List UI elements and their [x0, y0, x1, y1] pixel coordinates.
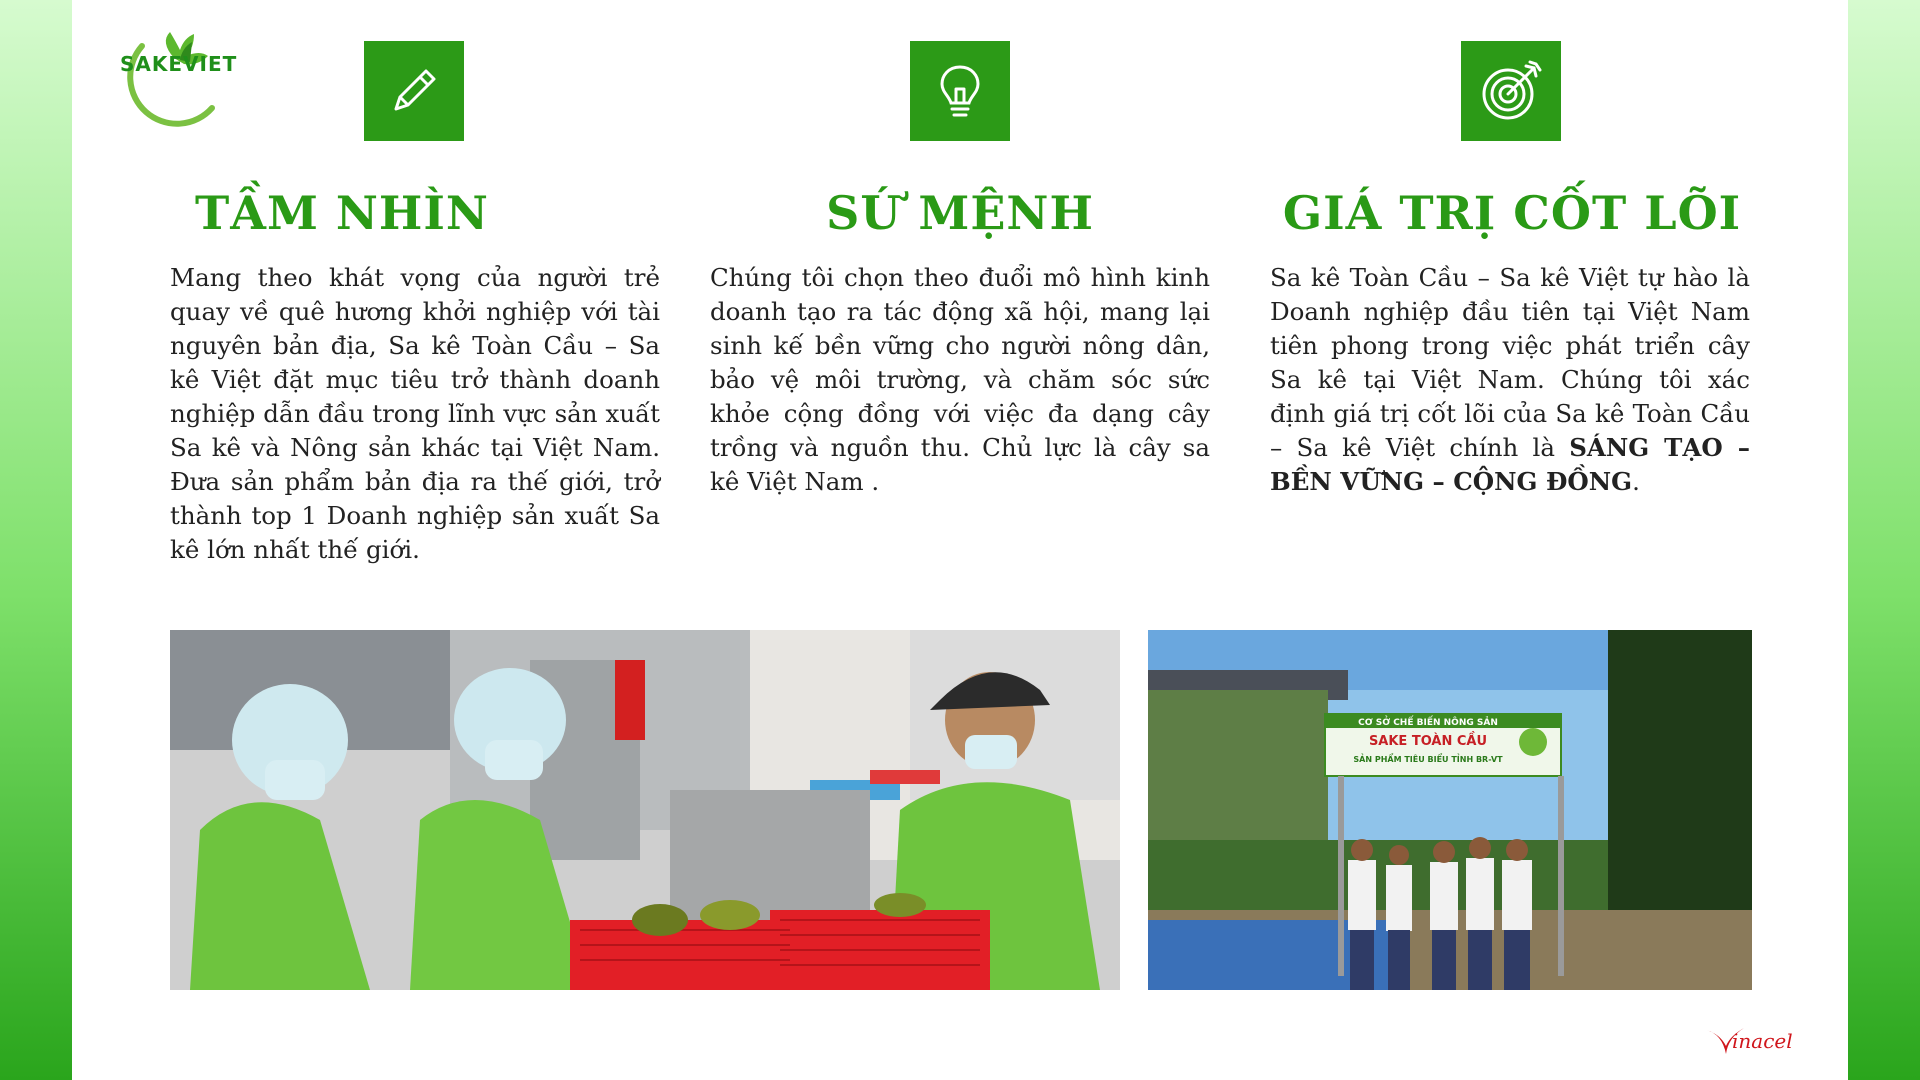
right-green-border	[1848, 0, 1920, 1080]
target-icon	[1478, 58, 1544, 124]
logo-text: SAKEVIET	[120, 52, 238, 76]
pencil-icon	[386, 63, 442, 119]
sign-line1: CƠ SỞ CHẾ BIẾN NÔNG SẢN	[1358, 718, 1498, 728]
sakeviet-leaf-logo	[102, 28, 252, 128]
core-values-heading: GIÁ TRỊ CỐT LÕI	[1282, 186, 1742, 240]
vision-text: Mang theo khát vọng của người trẻ quay về quê hương khởi nghiệp với tài nguyên bản địa, Sa kê Toàn Cầu – Sa kê Việt đặt mục tiêu trở thành doanh nghiệp dẫn đầu trong lĩnh vực sản xuất Sa kê và Nông sản khác tại Việt Nam. Đưa sản phẩm bản địa ra thế giới, trở thành top 1 Doanh nghiệp sản xuất Sa kê lớn nhất thế giới.	[170, 263, 660, 564]
left-green-border	[0, 0, 72, 1080]
vinacel-text: inacel	[1732, 1029, 1793, 1053]
values-icon-box	[1461, 41, 1561, 141]
workers-processing-photo	[170, 630, 1120, 990]
core-values-highlight: SÁNG TẠO – BỀN VỮNG – CỘNG ĐỒNG	[1270, 433, 1750, 496]
mission-icon-box	[910, 41, 1010, 141]
farm-sign-group-photo	[1148, 630, 1752, 990]
core-values-text: Sa kê Toàn Cầu – Sa kê Việt tự hào là Doanh nghiệp đầu tiên tại Việt Nam tiên phong trong việc phát triển cây Sa kê tại Việt Nam. Chúng tôi xác định giá trị cốt lõi của Sa kê Toàn Cầu – Sa kê Việt chính là SÁNG TẠO – BỀN VỮNG – CỘNG ĐỒNG.	[1270, 263, 1750, 496]
vinacel-logo	[1704, 1024, 1814, 1060]
lightbulb-icon	[932, 61, 988, 121]
vision-icon-box	[364, 41, 464, 141]
mission-heading: SỨ MỆNH	[826, 186, 1094, 240]
mission-text: Chúng tôi chọn theo đuổi mô hình kinh doanh tạo ra tác động xã hội, mang lại sinh kế bền vững cho người nông dân, bảo vệ môi trường, và chăm sóc sức khỏe cộng đồng với việc đa dạng cây trồng và nguồn thu. Chủ lực là cây sa kê Việt Nam .	[710, 263, 1210, 496]
vision-heading: TẦM NHÌN	[195, 186, 489, 240]
sign-line2: SAKE TOÀN CẦU	[1368, 734, 1488, 749]
content-panel	[72, 0, 1848, 1080]
sign-line3: SẢN PHẨM TIÊU BIỂU TỈNH BR-VT	[1353, 755, 1503, 764]
